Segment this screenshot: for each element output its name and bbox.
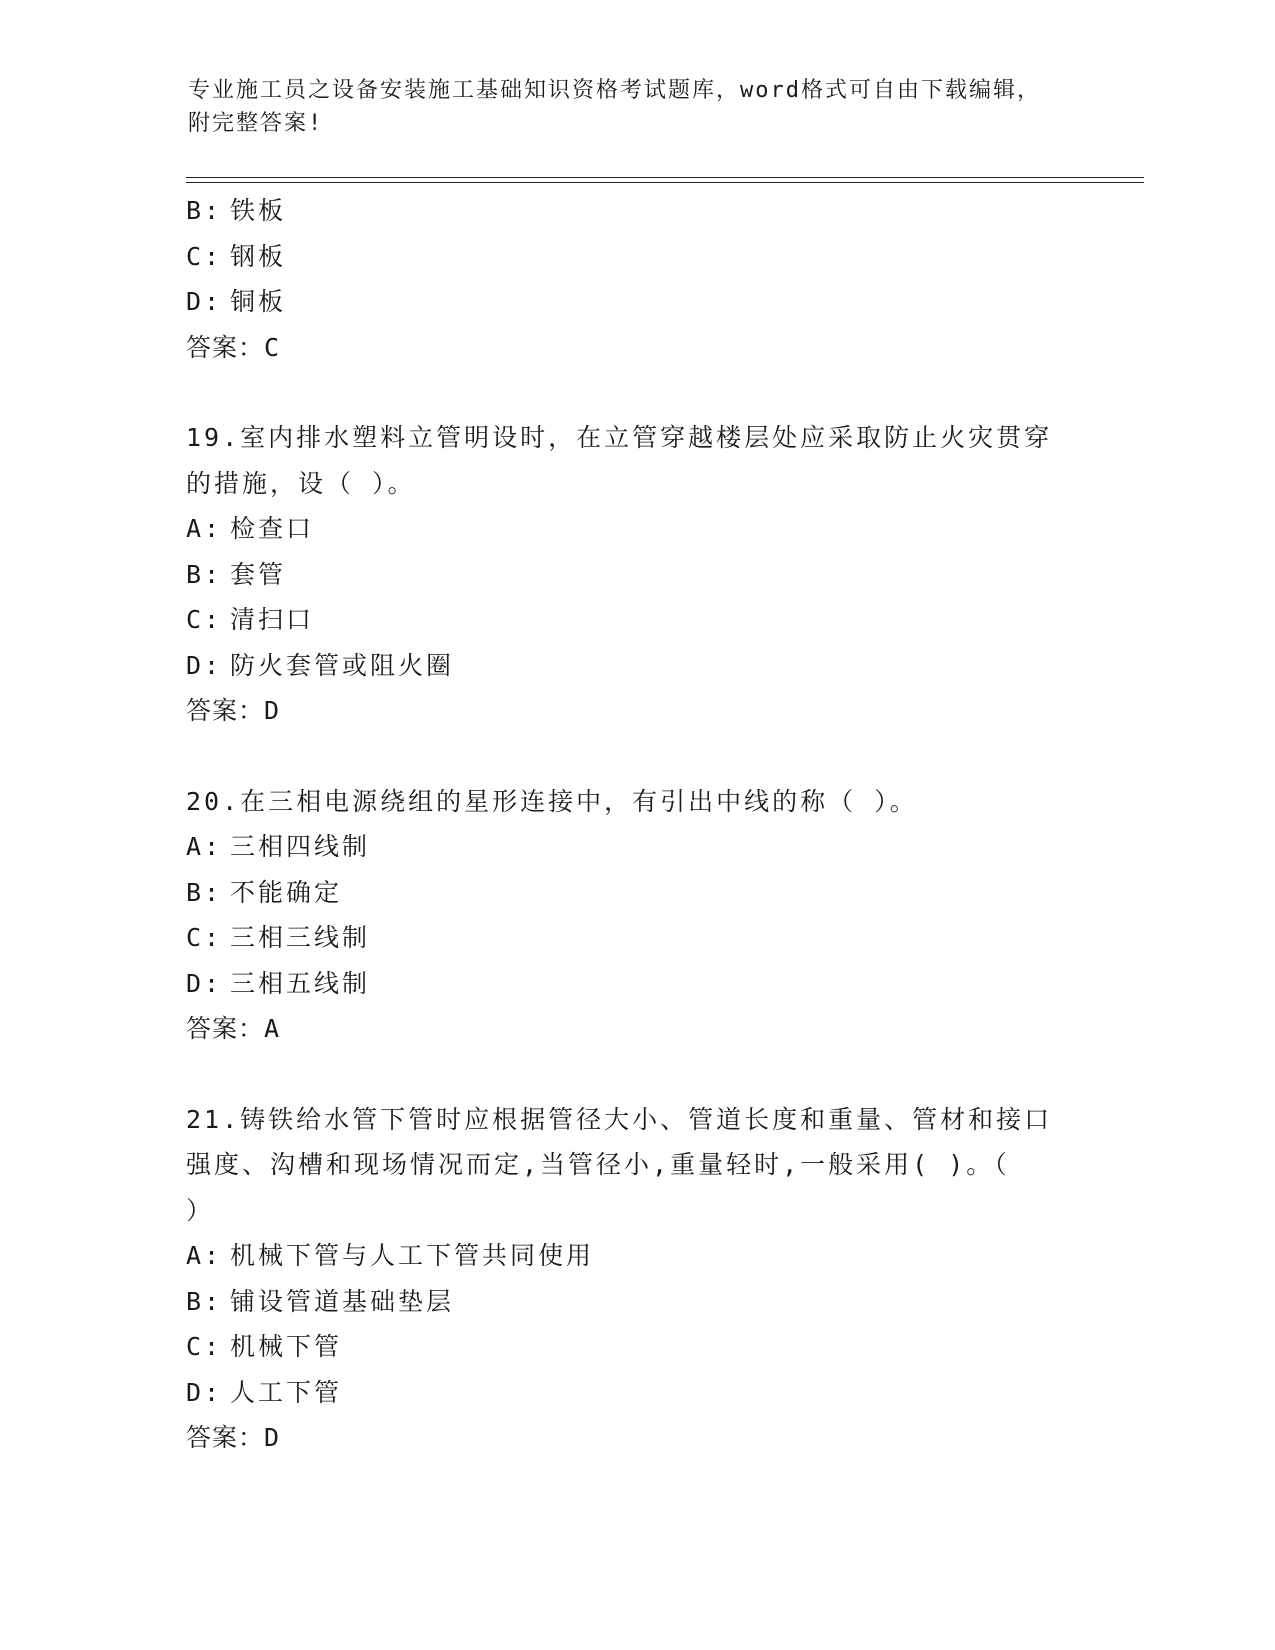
question-19 — [186, 415, 1086, 734]
option-text: 检查口 — [230, 514, 315, 543]
option-letter: A: — [186, 1241, 223, 1270]
option-letter: A: — [186, 514, 223, 543]
header-line-2: 附完整答案! — [188, 111, 324, 136]
option-text: 三相五线制 — [230, 968, 371, 998]
option-item — [186, 961, 1086, 1007]
option-item — [186, 188, 1086, 234]
question-18-continued — [186, 188, 1086, 370]
document-body — [186, 188, 1086, 1461]
option-text: 人工下管 — [230, 1377, 343, 1407]
option-item — [186, 1233, 1086, 1279]
option-item — [186, 824, 1086, 870]
option-letter: B: — [186, 877, 223, 907]
option-item — [186, 597, 1086, 643]
answer-line: 答案：D — [186, 696, 281, 725]
option-text: 机械下管与人工下管共同使用 — [230, 1241, 595, 1270]
option-letter: C: — [186, 605, 223, 634]
option-item — [186, 506, 1086, 552]
option-text: 清扫口 — [230, 605, 315, 634]
question-20 — [186, 779, 1086, 1052]
header-line-1: 专业施工员之设备安装施工基础知识资格考试题库，word格式可自由下载编辑， — [188, 78, 1041, 103]
option-letter: C: — [186, 241, 223, 271]
option-item — [186, 870, 1086, 916]
option-item — [186, 1370, 1086, 1416]
question-text-line: ） — [186, 1195, 215, 1225]
option-text: 不能确定 — [230, 877, 343, 907]
option-item — [186, 234, 1086, 280]
option-letter: C: — [186, 923, 223, 952]
option-letter: B: — [186, 1286, 223, 1316]
option-text: 三相三线制 — [230, 923, 371, 952]
option-item — [186, 1324, 1086, 1370]
option-item — [186, 1279, 1086, 1325]
option-letter: B: — [186, 196, 223, 225]
option-letter: B: — [186, 559, 223, 589]
option-item — [186, 552, 1086, 598]
option-text: 机械下管 — [230, 1332, 343, 1361]
option-item — [186, 279, 1086, 325]
option-text: 铺设管道基础垫层 — [230, 1286, 455, 1316]
question-text-line: 20.在三相电源绕组的星形连接中，有引出中线的称（ ）。 — [186, 786, 918, 816]
document-header — [188, 74, 1068, 140]
option-letter: C: — [186, 1332, 223, 1361]
question-text-line: 21.铸铁给水管下管时应根据管径大小、管道长度和重量、管材和接口 — [186, 1104, 1053, 1134]
question-text-line: 强度、沟槽和现场情况而定,当管径小,重量轻时,一般采用( )。（ — [186, 1150, 1010, 1179]
option-text: 铁板 — [230, 196, 287, 225]
option-item — [186, 915, 1086, 961]
option-text: 套管 — [230, 559, 287, 589]
answer-line: 答案：A — [186, 1014, 281, 1043]
option-text: 三相四线制 — [230, 832, 371, 861]
option-letter: D: — [186, 1377, 223, 1407]
question-text-line: 的措施，设（ ）。 — [186, 468, 416, 498]
option-text: 钢板 — [230, 241, 287, 271]
option-item — [186, 643, 1086, 689]
option-text: 防火套管或阻火圈 — [230, 650, 455, 680]
option-letter: D: — [186, 650, 223, 680]
option-letter: D: — [186, 287, 223, 316]
option-letter: A: — [186, 832, 223, 861]
option-letter: D: — [186, 968, 223, 998]
header-divider-top — [186, 177, 1144, 178]
header-divider-bottom — [186, 182, 1144, 183]
answer-line: 答案：C — [186, 332, 281, 362]
question-text-line: 19.室内排水塑料立管明设时，在立管穿越楼层处应采取防止火灾贯穿 — [186, 423, 1053, 452]
question-21 — [186, 1097, 1086, 1461]
answer-line: 答案：D — [186, 1423, 281, 1452]
option-text: 铜板 — [230, 287, 287, 316]
